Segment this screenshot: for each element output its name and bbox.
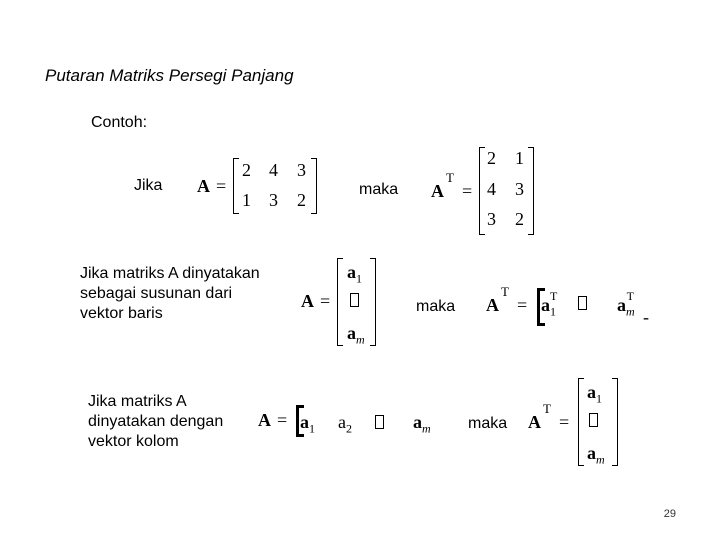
maka-label: maka bbox=[359, 181, 399, 198]
description-line: Jika matriks A bbox=[88, 393, 187, 410]
equals-sign: = bbox=[216, 176, 227, 196]
matrix-at-cell: 3 bbox=[515, 179, 524, 199]
column-left-bracket bbox=[337, 258, 343, 346]
matrix-a-left-bracket bbox=[233, 158, 239, 214]
matrix-a-symbol: A bbox=[301, 291, 314, 311]
transpose-sup: T bbox=[446, 170, 454, 185]
matrix-a-cell: 3 bbox=[269, 190, 278, 210]
matrix-a-cell: 4 bbox=[269, 160, 278, 180]
transpose-a1: $a_1^T$ bbox=[541, 289, 558, 319]
matrix-at-symbol: A bbox=[528, 412, 541, 432]
matrix-at-cell: 1 bbox=[515, 148, 524, 168]
row-vector-description bbox=[80, 264, 260, 324]
row-vector-am: $a_m$ bbox=[347, 323, 365, 347]
transpose-row-am: $a_m$ bbox=[587, 443, 605, 467]
trailing-dash: - bbox=[643, 307, 649, 327]
matrix-at-cell: 2 bbox=[515, 209, 524, 229]
ellipsis-box-icon bbox=[589, 413, 598, 432]
equals-sign: = bbox=[462, 181, 473, 201]
equals-sign: = bbox=[559, 412, 570, 432]
maka-label: maka bbox=[416, 298, 456, 315]
row-vector-a1: $a_1$ bbox=[347, 262, 362, 286]
column-am: $a_m$ bbox=[413, 412, 431, 436]
slide-title: Putaran Matriks Persegi Panjang bbox=[45, 66, 294, 85]
matrix-at-cell: 2 bbox=[487, 148, 496, 168]
column-left-bracket bbox=[578, 378, 584, 466]
matrix-at-cell: 4 bbox=[487, 179, 496, 199]
jika-label: Jika bbox=[134, 177, 163, 194]
transpose-sup: T bbox=[501, 284, 509, 299]
column-a1: $a_1$ bbox=[300, 412, 315, 436]
transpose-sup: T bbox=[543, 401, 551, 416]
column-right-bracket bbox=[370, 258, 376, 346]
matrix-a-cell: 1 bbox=[242, 190, 251, 210]
matrix-a-cell: 2 bbox=[297, 190, 306, 210]
matrix-a-cell: 3 bbox=[297, 160, 306, 180]
matrix-at-symbol: A bbox=[486, 295, 499, 315]
description-line: Jika matriks A dinyatakan bbox=[80, 265, 260, 282]
description-line: dinyatakan dengan bbox=[88, 413, 224, 430]
ellipsis-box-icon bbox=[350, 293, 359, 312]
ellipsis-box-icon bbox=[375, 415, 384, 434]
matrix-at-left-bracket bbox=[479, 147, 485, 235]
matrix-at-right-bracket bbox=[528, 147, 534, 235]
page-number: 29 bbox=[663, 508, 676, 520]
description-line: vektor kolom bbox=[88, 433, 179, 450]
equals-sign: = bbox=[320, 291, 331, 311]
column-right-bracket bbox=[612, 378, 618, 466]
equals-sign: = bbox=[517, 295, 528, 315]
maka-label: maka bbox=[468, 415, 508, 432]
transpose-am: $a_m^T$ bbox=[617, 289, 635, 319]
matrix-at-symbol: A bbox=[431, 181, 444, 201]
transpose-row-a1: $a_1$ bbox=[587, 382, 602, 406]
example-heading: Contoh: bbox=[91, 114, 148, 131]
column-vector-description bbox=[88, 392, 223, 452]
ellipsis-box-icon bbox=[578, 296, 587, 315]
description-line: vektor baris bbox=[80, 305, 163, 322]
matrix-at-cell: 3 bbox=[487, 209, 496, 229]
matrix-a-symbol: A bbox=[258, 410, 271, 430]
equals-sign: = bbox=[277, 410, 288, 430]
column-a2: $a_2$ bbox=[338, 412, 352, 436]
description-line: sebagai susunan dari bbox=[80, 285, 233, 302]
matrix-a-right-bracket bbox=[311, 158, 317, 214]
matrix-a-symbol: A bbox=[197, 176, 210, 196]
matrix-a-cell: 2 bbox=[242, 160, 251, 180]
